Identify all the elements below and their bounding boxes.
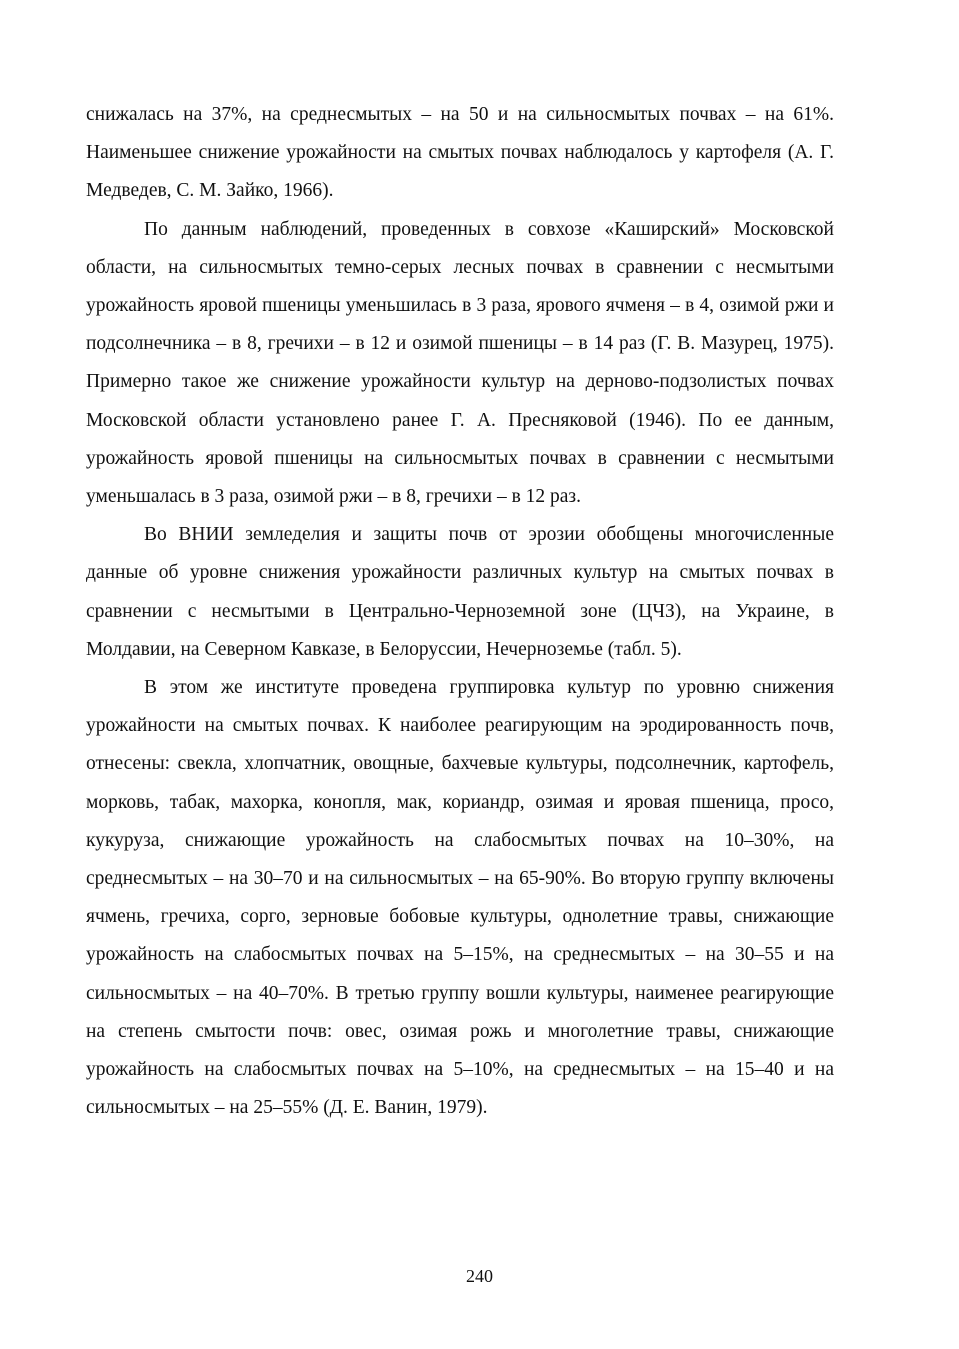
- paragraph-continuation: снижалась на 37%, на среднесмытых – на 50 и на сильносмытых почвах – на 61%. Наименьшее снижение урожайности на смытых почвах наблюдалось у картофеля (А. Г. Медведев, С. М. Зайко, 1966).: [86, 104, 834, 202]
- paragraph-kashirsky: По данным наблюдений, проведенных в совхозе «Каширский» Московской области, на сильносмытых темно-серых лесных почвах в сравнении с несмытыми урожайность яровой пшеницы уменьшилась в 3 раза, ярового ячменя – в 4, озимой ржи и подсолнечника – в 8, гречихи – в 12 и озимой пшеницы – в 14 раз (Г. В. Мазурец, 1975). Примерно такое же снижение урожайности культур на дерново-подзолистых почвах Московской области установлено ранее Г. А. Пресняковой (1946). По ее данным, урожайность яровой пшеницы на сильносмытых почвах в сравнении с несмытыми уменьшалась в 3 раза, озимой ржи – в 8, гречихи – в 12 раз.: [86, 218, 834, 508]
- paragraph-crop-grouping: В этом же институте проведена группировка культур по уровню снижения урожайности на смытых почвах. К наиболее реагирующим на эродированность почв, отнесены: свекла, хлопчатник, овощные, бахчевые культуры, подсолнечник, картофель, морковь, табак, махорка, конопля, мак, кориандр, озимая и яровая пшеница, просо, кукуруза, снижающие урожайность на слабосмытых почвах на 10–30%, на среднесмытых – на 30–70 и на сильносмытых – на 65-90%. Во вторую группу включены ячмень, гречиха, сорго, зерновые бобовые культуры, однолетние травы, снижающие урожайность на слабосмытых почвах на 5–15%, на среднесмытых – на 30–55 и на сильносмытых – на 40–70%. В третью группу вошли культуры, наименее реагирующие на степень смытости почв: овес, озимая рожь и многолетние травы, снижающие урожайность на слабосмытых почвах на 5–10%, на среднесмытых – на 15–40 и на сильносмытых – на 25–55% (Д. Е. Ванин, 1979).: [86, 677, 834, 1119]
- body-text: [86, 96, 834, 1127]
- paragraph-vnii-data: Во ВНИИ земледелия и защиты почв от эрозии обобщены многочисленные данные об уровне снижения урожайности различных культур на смытых почвах в сравнении с несмытыми в Центрально-Черноземной зоне (ЦЧЗ), на Украине, в Молдавии, на Северном Кавказе, в Белоруссии, Нечерноземье (табл. 5).: [86, 524, 834, 660]
- page-number: 240: [466, 1266, 493, 1286]
